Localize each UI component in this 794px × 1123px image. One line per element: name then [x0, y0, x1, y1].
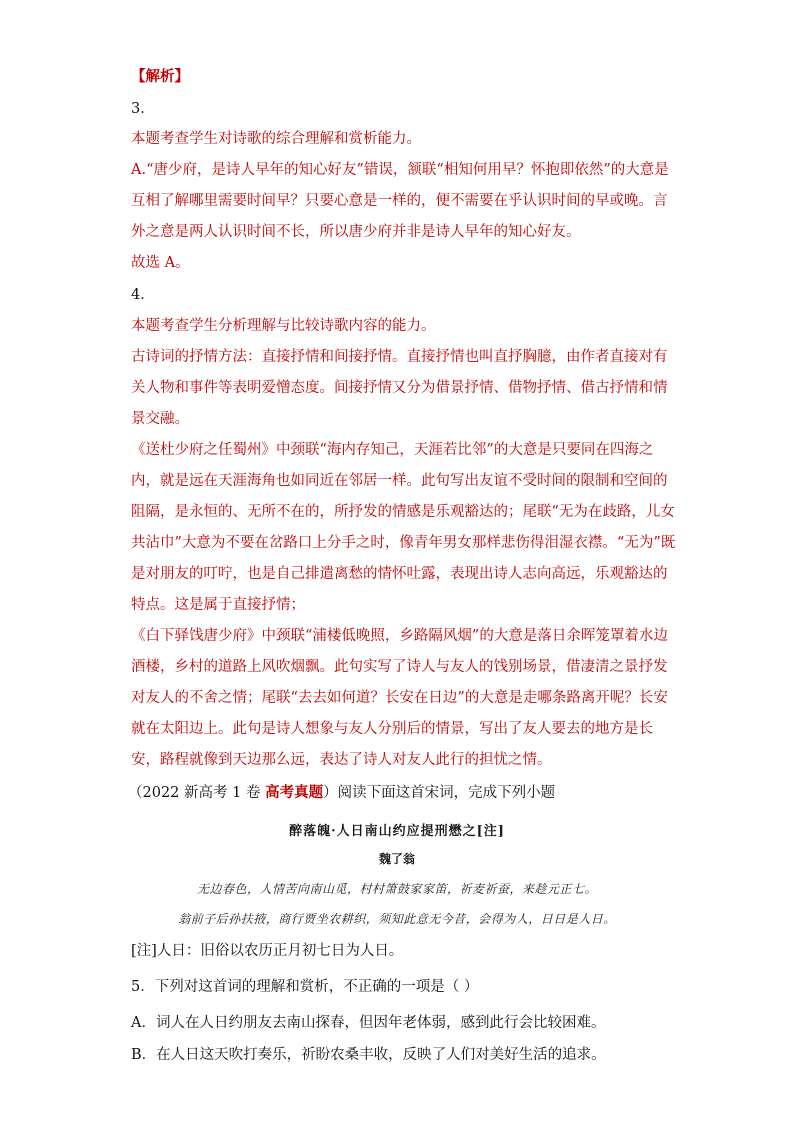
- poem-note: [注]人日：旧俗以农历正月初七日为人日。: [131, 943, 404, 959]
- q4-poem2-line-2: 酒楼，乡村的道路上风吹烟飘。此句实写了诗人与友人的饯别场景，借凄清之景抒发: [131, 659, 668, 675]
- q4-poem1-line-2: 内，就是远在天涯海角也如同近在邻居一样。此句写出友谊不受时间的限制和空间的: [131, 473, 668, 489]
- q3-line-1: A.“唐少府，是诗人早年的知心好友”错误，颔联“相知何用早？怀抱即依然”的大意是: [131, 162, 669, 178]
- q4-poem1-line-4: 共沾巾”大意为不要在岔路口上分手之时，像青年男女那样悲伤得泪湿衣襟。“无为”既: [131, 535, 676, 551]
- q3-intro: 本题考查学生对诗歌的综合理解和赏析能力。: [131, 131, 421, 147]
- q3-answer: 故选 A。: [131, 255, 190, 271]
- q3-number: 3．: [131, 101, 155, 117]
- poem-title: 醉落魄·人日南山约应提刑懋之[注]: [289, 824, 505, 839]
- poem-line-2: 翁前子后孙扶掖，商行贾坐农耕织，须知此意无今昔，会得为人，日日是人日。: [178, 912, 616, 926]
- q4-poem2-line-5: 安，路程就像到天边那么远，表达了诗人对友人此行的担忧之情。: [131, 752, 552, 768]
- poem-author: 魏了翁: [378, 852, 415, 866]
- q4-poem1-line-6: 特点。这是属于直接抒情；: [131, 597, 305, 613]
- q3-line-3: 外之意是两人认识时间不长，所以唐少府并非是诗人早年的知心好友。: [131, 224, 581, 240]
- q4-method-line-1: 古诗词的抒情方法：直接抒情和间接抒情。直接抒情也叫直抒胸臆，由作者直接对有: [131, 349, 668, 365]
- q4-method-line-2: 关人物和事件等表明爱憎态度。间接抒情又分为借景抒情、借物抒情、借古抒情和情: [131, 380, 668, 396]
- q4-poem2-line-1: 《白下驿饯唐少府》中颈联“浦楼低晚照，乡路隔风烟”的大意是落日余晖笼罩着水边: [131, 628, 668, 644]
- q5-stem: 5．下列对这首词的理解和赏析，不正确的一项是（ ）: [131, 979, 479, 995]
- q3-line-2: 互相了解哪里需要时间早？只要心意是一样的，便不需要在乎认识时间的早或晚。言: [131, 193, 668, 209]
- analysis-header: 【解析】: [131, 68, 189, 85]
- exam-intro-prefix: （2022 新高考 1 卷: [128, 785, 266, 801]
- q5-option-a: A．词人在人日约朋友去南山探春，但因年老体弱，感到此行会比较困难。: [131, 1015, 606, 1031]
- exam-intro-suffix: ）阅读下面这首宋词，完成下列小题: [323, 785, 556, 801]
- q4-poem2-line-3: 对友人的不舍之情；尾联“去去如何道？长安在日边”的大意是走哪条路离开呢？长安: [131, 690, 668, 706]
- q4-intro: 本题考查学生分析理解与比较诗歌内容的能力。: [131, 318, 436, 334]
- poem-line-1: 无边春色，人情苦向南山觅，村村箫鼓家家笛，祈麦祈蚕，来趁元正七。: [196, 882, 597, 896]
- q4-poem1-line-5: 是对朋友的叮咛，也是自己排遣离愁的情怀吐露，表现出诗人志向高远，乐观豁达的: [131, 566, 668, 582]
- q4-number: 4．: [131, 287, 155, 303]
- q4-method-line-3: 景交融。: [131, 411, 189, 427]
- q4-poem1-line-3: 阻隔，是永恒的、无所不在的，所抒发的情感是乐观豁达的；尾联“无为在歧路，儿女: [131, 504, 675, 520]
- q4-poem2-line-4: 就在太阳边上。此句是诗人想象与友人分别后的情景，写出了友人要去的地方是长: [131, 721, 653, 737]
- q5-option-b: B．在人日这天吹打奏乐，祈盼农桑丰收，反映了人们对美好生活的追求。: [131, 1047, 606, 1063]
- exam-intro: [128, 782, 555, 804]
- exam-intro-highlight: 高考真题: [265, 784, 324, 801]
- q4-poem1-line-1: 《送杜少府之任蜀州》中颈联“海内存知己，天涯若比邻”的大意是只要同在四海之: [131, 442, 654, 458]
